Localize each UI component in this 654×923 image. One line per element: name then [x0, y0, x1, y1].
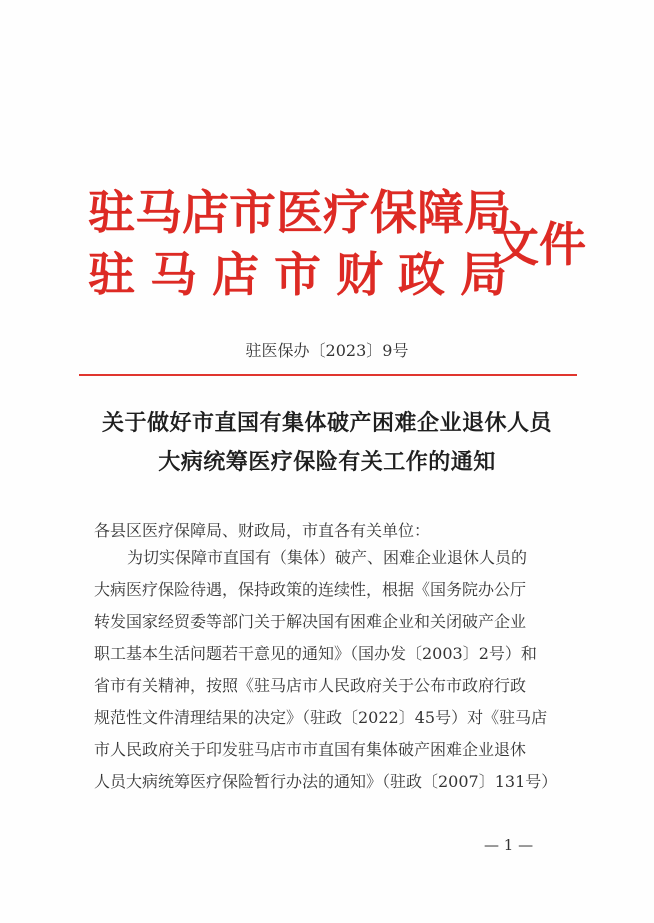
red-divider-line [79, 374, 577, 376]
body-text-line: 转发国家经贸委等部门关于解决国有困难企业和关闭破产企业 [94, 612, 527, 631]
body-text-line: 市人民政府关于印发驻马店市市直国有集体破产困难企业退休 [94, 740, 527, 759]
document-number: 驻医保办〔2023〕9号 [245, 341, 409, 360]
red-header [88, 186, 586, 308]
body-text-line: 规范性文件清理结果的决定》（驻政〔2022〕45号）对《驻马店 [94, 708, 548, 727]
body-text-line: 省市有关精神，按照《驻马店市人民政府关于公布市政府行政 [94, 676, 527, 695]
body-text-line: 大病医疗保险待遇，保持政策的连续性，根据《国务院办公厅 [94, 580, 527, 599]
body-text-line: 为切实保障市直国有（集体）破产、困难企业退休人员的 [127, 548, 528, 567]
salutation: 各县区医疗保障局、财政局，市直各有关单位： [94, 521, 431, 540]
document-title-line-1: 关于做好市直国有集体破产困难企业退休人员 [101, 410, 552, 436]
issuing-agency-finance: 驻马店市财政局 [88, 248, 522, 303]
issuing-agency-healthcare-security: 驻马店市医疗保障局 [88, 186, 511, 241]
page-number: — 1 — [484, 836, 534, 854]
body-text-line: 人员大病统筹医疗保险暂行办法的通知》（驻政〔2007〕131号） [94, 772, 558, 791]
document-title-line-2: 大病统筹医疗保险有关工作的通知 [158, 449, 496, 475]
document-word: 文件 [492, 218, 586, 273]
body-text-line: 职工基本生活问题若干意见的通知》（国办发〔2003〕2号）和 [94, 644, 537, 663]
